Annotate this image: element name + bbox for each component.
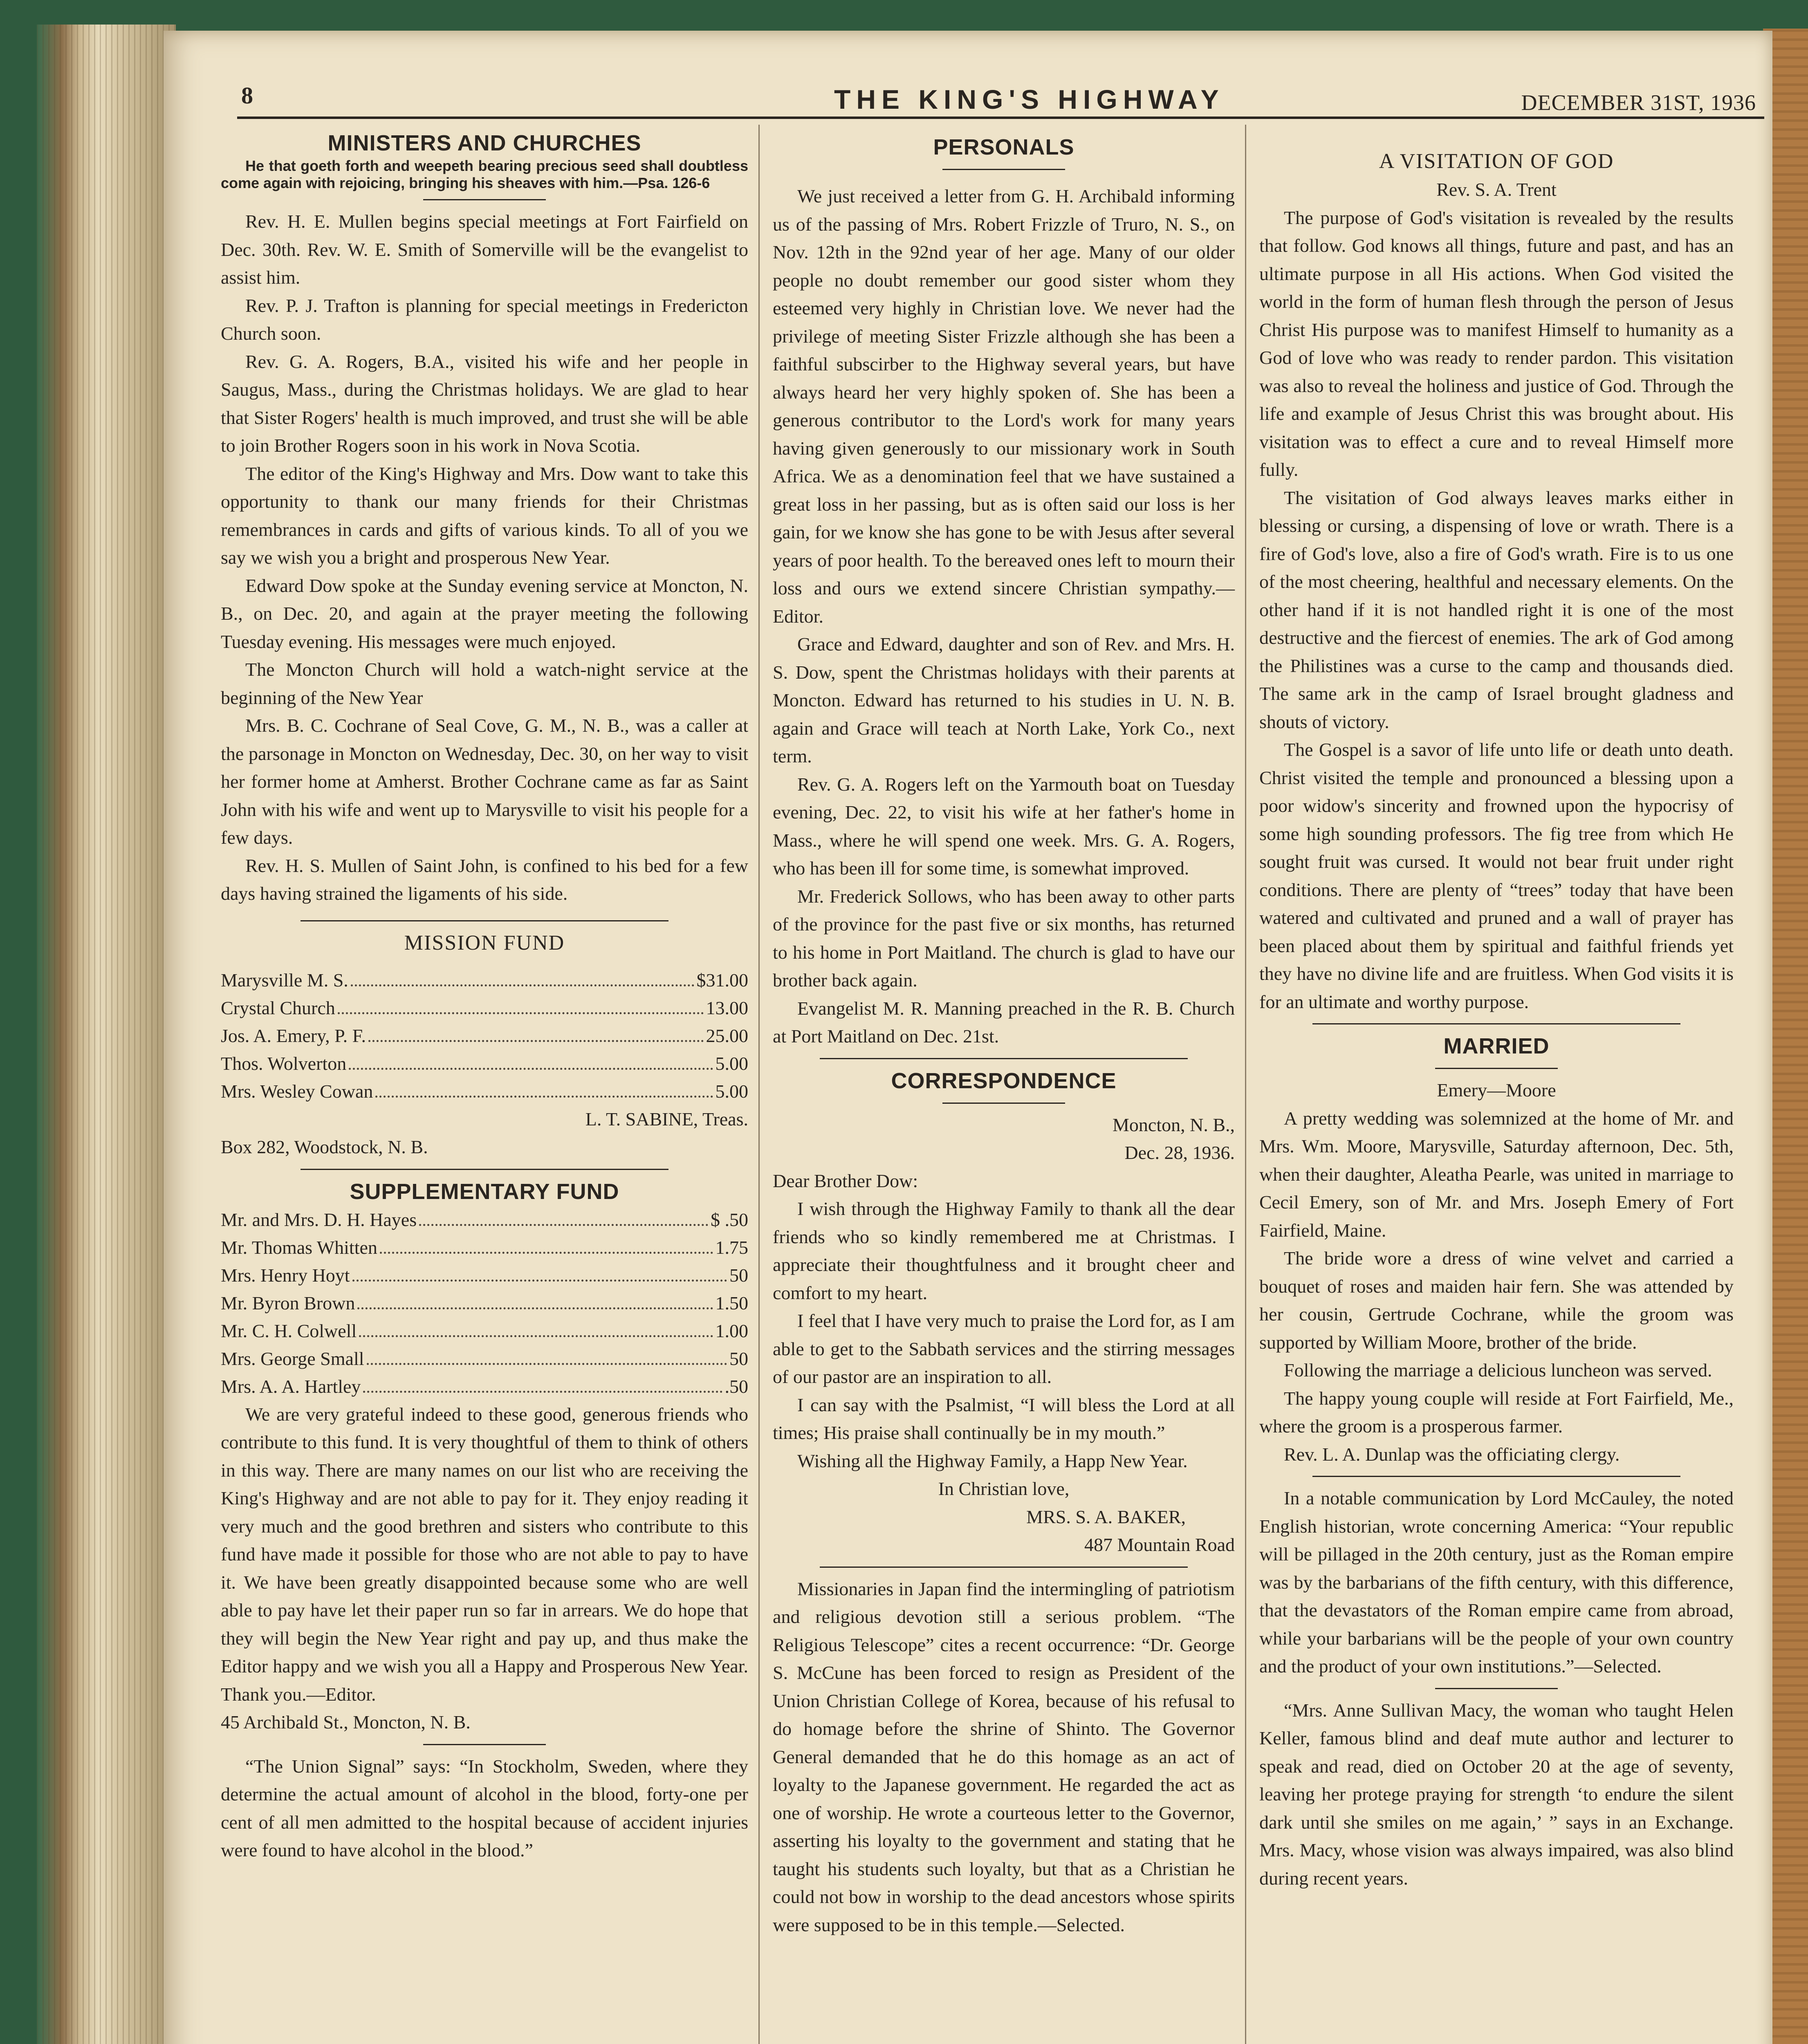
list-item: Mrs. George Small 50	[221, 1348, 748, 1369]
personals-heading: PERSONALS	[933, 135, 1074, 159]
letter-paragraph: I feel that I have very much to praise the Lord for, as I am able to get to the Sabbath services and the stirring messages of our pastor are an inspiration to all.	[773, 1310, 1235, 1387]
column-1	[221, 129, 748, 1865]
personals-paragraph: Grace and Edward, daughter and son of Rev. and Mrs. H. S. Dow, spent the Christmas holidays with their parents at Moncton. Edward has returned to his studies in U. N. B. again and Grace will teach at North Lake, York Co., next term.	[773, 634, 1235, 766]
macy-paragraph: “Mrs. Anne Sullivan Macy, the woman who taught Helen Keller, famous blind and deaf mute author and lecturer to speak and read, died on October 20 at the age of seventy, leaving her protege praying for strength ‘to endure the silent dark until she smiles on me again,’ ” says in an Exchange. Mrs. Macy, whose vision was always impaired, was also blind during recent years.	[1259, 1699, 1734, 1889]
list-item: Mrs. A. A. Hartley .50	[221, 1376, 748, 1397]
newspaper-page	[164, 31, 1772, 2044]
list-item: Mr. and Mrs. D. H. Hayes $ .50	[221, 1209, 748, 1230]
letter-signature: MRS. S. A. BAKER,	[1026, 1506, 1186, 1527]
personals-paragraph: Evangelist M. R. Manning preached in the R. B. Church at Port Maitland on Dec. 21st.	[773, 997, 1235, 1047]
list-item: Marysville M. S. $31.00	[221, 969, 748, 991]
personals-paragraph: Rev. G. A. Rogers left on the Yarmouth boat on Tuesday evening, Dec. 22, to visit his wife at her father's home in Mass., where he will spend one week. Mrs. G. A. Rogers, who has been ill for some time, is somewhat improved.	[773, 773, 1235, 879]
section-rule	[1435, 1068, 1558, 1069]
union-signal-paragraph: “The Union Signal” says: “In Stockholm, Sweden, where they determine the actual amount of alcohol in the blood, forty-one per cent of all men admitted to the hospital because of accident injuries were found to have alcohol in the blood.”	[221, 1755, 748, 1860]
column-divider-2	[1245, 125, 1246, 2044]
ministers-paragraph: Rev. H. S. Mullen of Saint John, is confined to his bed for a few days having strained the ligaments of his side.	[221, 855, 748, 904]
list-item: Mrs. Henry Hoyt 50	[221, 1264, 748, 1286]
personals-paragraph: We just received a letter from G. H. Archibald informing us of the passing of Mrs. Robert Frizzle of Truro, N. S., on Nov. 12th in the 92nd year of her age. Many of our older people no doubt remember our good sister whom they esteemed very highly in Christian love. We never had the privilege of meeting Sister Frizzle although she has been a faithful subscirber to the Highway several years, but have always heard her very highly spoken of. She has been a generous contributor to the Lord's work for many years having given generously to our missionary work in South Africa. We as a denomination feel that we have sustained a great loss in her passing, but as is often said our loss is her gain, for we know she has gone to be with Jesus after several years of poor health. To the bereaved ones left to mourn their loss and ours we extend sincere Christian sympathy.—Editor.	[773, 186, 1235, 627]
list-item: Crystal Church 13.00	[221, 997, 748, 1018]
page-header	[241, 82, 1756, 115]
supplementary-fund-list	[221, 1206, 748, 1401]
header-rule	[237, 117, 1764, 119]
letter-paragraph: I can say with the Psalmist, “I will bless the Lord at all times; His praise shall continually be in my mouth.”	[773, 1394, 1235, 1443]
married-paragraph: Rev. L. A. Dunlap was the officiating clergy.	[1284, 1443, 1620, 1465]
supplementary-paragraph: We are very grateful indeed to these good, generous friends who contribute to this fund. It is very thoughtful of them to think of others in this way. There are many names on our list who are receiving the King's Highway and are not able to pay for it. They enjoy reading it very much and the good brethren and sisters who contribute to this fund have made it possible for those who are not able to pay to have it. We have been greatly disappointed because some who are well able to pay have let their paper run so far in arrears. We do hope that they will begin the New Year right and pay up, and thus make the Editor happy and we wish you all a Happy and Prosperous New Year. Thank you.—Editor.	[221, 1403, 748, 1705]
married-paragraph: Following the marriage a delicious luncheon was served.	[1284, 1360, 1712, 1381]
list-item: Mrs. Wesley Cowan 5.00	[221, 1080, 748, 1102]
list-item: Mr. C. H. Colwell 1.00	[221, 1320, 748, 1341]
treasurer-signature: L. T. SABINE, Treas.	[585, 1108, 748, 1130]
section-rule	[423, 199, 546, 200]
mission-fund-heading: MISSION FUND	[404, 931, 565, 955]
visitation-paragraph: The purpose of God's visitation is revealed by the results that follow. God knows all things, future and past, and has an ultimate purpose in all His actions. When God visited the world in the form of human flesh through the person of Jesus Christ His purpose was to manifest Himself to humanity as a God of love who was ready to render pardon. This visitation was also to reveal the holiness and justice of God. Through the life and example of Jesus Christ this was brought about. His visitation was to effect a cure and to reveal Himself more fully.	[1259, 207, 1734, 480]
section-rule	[423, 1744, 546, 1745]
letter-paragraph: Wishing all the Highway Family, a Happ New Year.	[797, 1450, 1188, 1471]
section-rule	[1435, 1688, 1558, 1689]
column-2	[773, 133, 1235, 1939]
ministers-paragraph: Mrs. B. C. Cochrane of Seal Cove, G. M., N. B., was a caller at the parsonage in Moncton on Wednesday, Dec. 30, on her way to visit her former home at Amherst. Brother Cochrane came as far as Saint John with his wife and went up to Marysville to visit his people for a few days.	[221, 715, 748, 848]
column-3	[1259, 147, 1734, 1892]
visitation-author: Rev. S. A. Trent	[1436, 179, 1557, 200]
book-binding	[37, 25, 176, 2044]
letter-paragraph: I wish through the Highway Family to thank all the dear friends who so kindly remembered me at Christmas. I appreciate their thoughtfulness and it brought cheer and comfort to my heart.	[773, 1198, 1235, 1303]
married-heading: MARRIED	[1443, 1034, 1550, 1058]
list-item: Jos. A. Emery, P. F. 25.00	[221, 1025, 748, 1046]
letter-place: Moncton, N. B.,	[1113, 1114, 1235, 1135]
publication-title: THE KING'S HIGHWAY	[834, 84, 1225, 114]
visitation-heading: A VISITATION OF GOD	[1379, 150, 1614, 173]
mission-fund-list	[221, 966, 748, 1105]
personals-paragraph: Mr. Frederick Sollows, who has been away to other parts of the province for the past five or six months, has returned to his home in Port Maitland. The church is glad to have our brother back again.	[773, 885, 1235, 991]
ministers-paragraph: Rev. H. E. Mullen begins special meetings at Fort Fairfield on Dec. 30th. Rev. W. E. Smith of Somerville will be the evangelist to assist him.	[221, 211, 748, 288]
column-divider-1	[758, 125, 760, 2044]
supplementary-address: 45 Archibald St., Moncton, N. B.	[221, 1712, 471, 1732]
ministers-motto: He that goeth forth and weepeth bearing precious seed shall doubtless come again with rejoicing, bringing his sheaves with him.—Psa. 126-6	[221, 157, 748, 191]
ministers-churches-heading: MINISTERS AND CHURCHES	[328, 131, 642, 155]
list-item: Mr. Byron Brown 1.50	[221, 1292, 748, 1313]
issue-date: DECEMBER 31ST, 1936	[1521, 90, 1756, 115]
ministers-paragraph: Rev. P. J. Trafton is planning for special meetings in Fredericton Church soon.	[221, 295, 748, 344]
married-paragraph: The bride wore a dress of wine velvet and carried a bouquet of roses and maiden hair fern. She was attended by her cousin, Gertrude Cochrane, while the groom was supported by William Moore, brother of the bride.	[1259, 1248, 1734, 1353]
mccauley-paragraph: In a notable communication by Lord McCauley, the noted English historian, wrote concerning America: “Your republic will be pillaged in the 20th century, just as the Roman empire was by the barbarians of the fifth century, with this difference, that the devastators of the Roman empire came from abroad, while your barbarians will be the people of your own country and the product of your own institutions.”—Selected.	[1259, 1488, 1734, 1676]
section-rule	[301, 920, 668, 921]
letter-closing: In Christian love,	[938, 1478, 1070, 1499]
married-subtitle: Emery—Moore	[1437, 1080, 1556, 1100]
supplementary-fund-heading: SUPPLEMENTARY FUND	[350, 1179, 619, 1204]
visitation-paragraph: The visitation of God always leaves marks either in blessing or cursing, a dispensing of love or wrath. There is a fire of God's love, also a fire of God's wrath. Fire is to us one of the most cheering, healthful and necessary elements. On the other hand if it is not handled right it is one of the most destructive and the fiercest of enemies. The ark of God among the Philistines was a curse to the camp and thousands died. The same ark in the camp of Israel brought gladness and shouts of victory.	[1259, 487, 1734, 732]
married-paragraph: A pretty wedding was solemnized at the home of Mr. and Mrs. Wm. Moore, Marysville, Saturday afternoon, Dec. 5th, when their daughter, Aleatha Pearle, was united in marriage to Cecil Emery, son of Mr. and Mrs. Joseph Emery of Fort Fairfield, Maine.	[1259, 1107, 1734, 1241]
ministers-paragraph: The editor of the King's Highway and Mrs. Dow want to take this opportunity to thank our many friends for their Christmas remembrances in cards and gifts of various kinds. To all of you we say we wish you a bright and prosperous New Year.	[221, 463, 748, 568]
list-item: Mr. Thomas Whitten 1.75	[221, 1237, 748, 1258]
visitation-paragraph: The Gospel is a savor of life unto life or death unto death. Christ visited the temple and pronounced a blessing upon a poor widow's sincerity and frowned upon the hypocrisy of some high sounding professors. The fig tree from which He sought fruit was cursed. It would not bear fruit under right conditions. There are plenty of “trees” today that have been watered and cultivated and pruned and a wall of prayer has been placed about them by spiritual and faithful friends yet they have no divine life and are fruitless. When God visits it is for an ultimate and worthy purpose.	[1259, 739, 1734, 1012]
section-rule	[1312, 1023, 1680, 1024]
section-rule	[1312, 1476, 1680, 1477]
section-rule	[942, 1103, 1065, 1104]
ministers-paragraph: The Moncton Church will hold a watch-night service at the beginning of the New Year	[221, 659, 748, 708]
section-rule	[942, 169, 1065, 170]
treasurer-address: Box 282, Woodstock, N. B.	[221, 1136, 428, 1157]
married-paragraph: The happy young couple will reside at Fort Fairfield, Me., where the groom is a prosperous farmer.	[1259, 1387, 1734, 1437]
page-number: 8	[241, 82, 253, 109]
letter-address: 487 Mountain Road	[1084, 1534, 1235, 1555]
section-rule	[820, 1567, 1188, 1568]
section-rule	[301, 1169, 668, 1170]
list-item: Thos. Wolverton 5.00	[221, 1053, 748, 1074]
ministers-paragraph: Rev. G. A. Rogers, B.A., visited his wife and her people in Saugus, Mass., during the Christmas holidays. We are glad to hear that Sister Rogers' health is much improved, and trust she will be able to join Brother Rogers soon in his work in Nova Scotia.	[221, 351, 748, 456]
section-rule	[820, 1058, 1188, 1059]
letter-date: Dec. 28, 1936.	[1124, 1142, 1235, 1163]
correspondence-heading: CORRESPONDENCE	[891, 1068, 1117, 1093]
japan-paragraph: Missionaries in Japan find the intermingling of patriotism and religious devotion still a serious problem. “The Religious Telescope” cites a recent occurrence: “Dr. George S. McCune has been forced to resign as President of the Union Christian College of Korea, because of his refusal to do homage before the shrine of Shinto. The Governor General demanded that he do this homage as an act of loyalty to the Japanese government. He regarded the act as one of worship. He wrote a courteous letter to the Governor, asserting his loyalty to the government and stating that he taught his students such loyalty, but that as a Christian he could not bow in worship to the dead ancestors whose spirits were supposed to be in this temple.—Selected.	[773, 1578, 1235, 1935]
ministers-paragraph: Edward Dow spoke at the Sunday evening service at Moncton, N. B., on Dec. 20, and again at the prayer meeting the following Tuesday evening. His messages were much enjoyed.	[221, 575, 748, 652]
letter-salutation: Dear Brother Dow:	[773, 1170, 918, 1191]
